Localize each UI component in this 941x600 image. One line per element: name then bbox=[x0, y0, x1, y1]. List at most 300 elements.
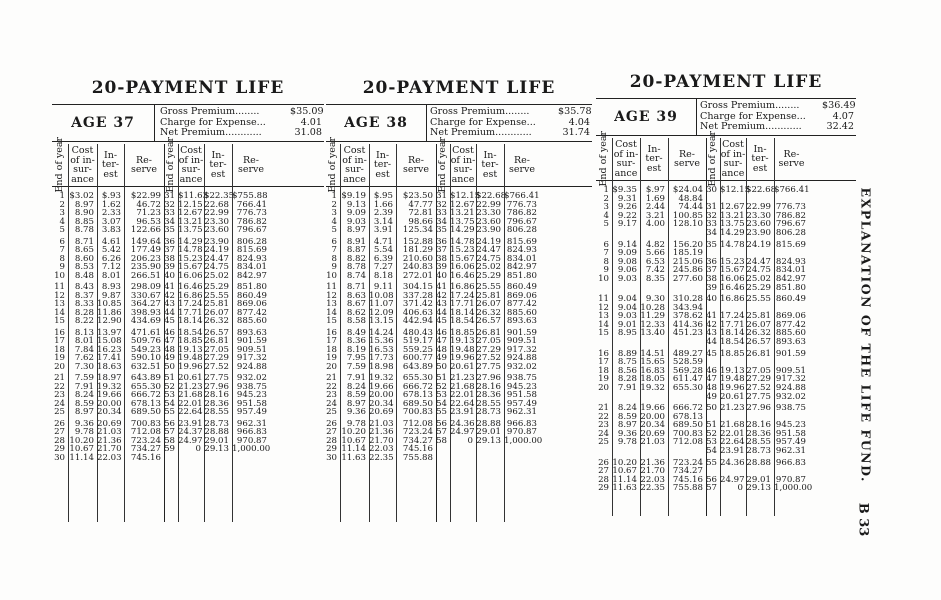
table-cell: 9.87 bbox=[101, 290, 121, 301]
table-cell: 12.15 bbox=[178, 199, 203, 210]
table-cell: 27.96 bbox=[204, 381, 229, 392]
table-cell: 13.75 bbox=[450, 216, 475, 227]
table-cell: 26.81 bbox=[204, 336, 229, 347]
table-row bbox=[52, 363, 324, 372]
table-cell: 206.23 bbox=[130, 253, 161, 264]
table-cell: 36 bbox=[436, 236, 447, 247]
table-cell: 25 bbox=[326, 407, 337, 418]
reserve-header-text: Re-serve bbox=[402, 154, 430, 175]
table-cell: 9.78 bbox=[617, 437, 637, 448]
table-cell: $3.02 bbox=[69, 191, 94, 201]
table-cell: 26.07 bbox=[476, 299, 501, 310]
table-cell: 815.69 bbox=[506, 236, 537, 247]
table-cell: 1,000.00 bbox=[232, 444, 271, 455]
table-cell: 9.17 bbox=[617, 219, 637, 230]
table-cell: 52 bbox=[436, 381, 447, 392]
table-cell: 18.98 bbox=[369, 361, 394, 372]
table-cell: 12 bbox=[598, 302, 609, 313]
table-cell: 31 bbox=[164, 191, 175, 201]
table-row bbox=[52, 317, 324, 326]
table-cell: 330.67 bbox=[130, 290, 161, 301]
table-cell: 71.23 bbox=[136, 208, 161, 219]
table-cell: 5 bbox=[59, 225, 65, 236]
table-cell: 860.49 bbox=[775, 294, 806, 304]
column-rule bbox=[164, 144, 165, 522]
table-cell: 766.41 bbox=[236, 199, 267, 210]
table-cell: 8.67 bbox=[346, 299, 366, 310]
table-cell: 834.01 bbox=[236, 262, 267, 273]
table-cell: 723.24 bbox=[672, 457, 703, 468]
table-cell: 15.65 bbox=[640, 357, 665, 368]
table-cell: 22.99 bbox=[746, 202, 771, 213]
table-cell: 14.78 bbox=[720, 239, 745, 250]
premium-label: Charge for Expense... bbox=[160, 117, 266, 128]
table-cell: 15.36 bbox=[369, 336, 394, 347]
table-cell: 24 bbox=[326, 398, 337, 409]
table-cell: 44 bbox=[436, 307, 447, 318]
table-cell: 57 bbox=[436, 427, 447, 438]
table-cell: 51 bbox=[436, 373, 447, 383]
table-cell: 25.81 bbox=[476, 290, 501, 301]
table-cell: 7 bbox=[59, 245, 65, 256]
table-cell: 22.99 bbox=[476, 199, 501, 210]
table-cell: 924.88 bbox=[506, 353, 537, 364]
table-cell: 53 bbox=[436, 390, 447, 401]
table-row bbox=[326, 363, 592, 372]
table-cell: 745.16 bbox=[130, 452, 161, 463]
table-cell: 28.73 bbox=[746, 446, 771, 456]
cost-header bbox=[612, 138, 640, 180]
table-cell: 2 bbox=[603, 193, 609, 204]
table-cell: 27 bbox=[54, 427, 65, 438]
end-of-year-header bbox=[436, 137, 450, 193]
table-cell: 966.83 bbox=[775, 457, 806, 468]
table-cell: 22.01 bbox=[178, 398, 203, 409]
premium-value: $35.78 bbox=[558, 106, 592, 117]
table-cell: 28 bbox=[326, 435, 337, 446]
table-cell: 13.97 bbox=[97, 327, 122, 338]
table-cell: 24 bbox=[598, 428, 609, 439]
table-cell: 21.70 bbox=[369, 435, 394, 446]
table-cell: 26.32 bbox=[476, 307, 501, 318]
table-cell: 1.69 bbox=[645, 193, 665, 204]
table-cell: 885.60 bbox=[506, 307, 537, 318]
panel-title: 20-PAYMENT LIFE bbox=[362, 78, 556, 98]
table-cell: 21.70 bbox=[640, 466, 665, 477]
table-cell: 4 bbox=[603, 210, 609, 221]
table-cell: 54 bbox=[706, 446, 717, 456]
end-of-year-header bbox=[52, 137, 68, 193]
table-cell: 18.14 bbox=[720, 328, 745, 339]
table-cell: 15.23 bbox=[450, 245, 475, 256]
table-cell: 8.89 bbox=[617, 348, 637, 359]
table-panel-3 bbox=[596, 72, 856, 522]
table-cell: 712.08 bbox=[402, 418, 433, 429]
table-cell: 240.83 bbox=[402, 262, 433, 273]
table-cell: 50 bbox=[706, 403, 717, 413]
table-cell: 893.63 bbox=[236, 327, 267, 338]
table-cell: 8.19 bbox=[346, 344, 366, 355]
cost-header bbox=[178, 144, 204, 186]
table-cell: 1,000.00 bbox=[504, 435, 543, 446]
table-cell: 15 bbox=[598, 328, 609, 339]
table-cell: 19.48 bbox=[178, 353, 203, 364]
table-panel-1 bbox=[52, 78, 324, 528]
table-cell: 909.51 bbox=[775, 365, 806, 376]
cost-header bbox=[450, 144, 476, 186]
table-cell: 7.59 bbox=[346, 361, 366, 372]
table-cell: 4.61 bbox=[101, 236, 121, 247]
table-cell: 19.32 bbox=[97, 381, 122, 392]
table-cell: 21.23 bbox=[450, 373, 475, 383]
table-cell: 21.68 bbox=[450, 381, 475, 392]
table-cell: 11.07 bbox=[369, 299, 394, 310]
end-of-year-header-text: End of year bbox=[165, 137, 177, 193]
table-cell: 25.29 bbox=[204, 282, 229, 292]
table-cell: 13.15 bbox=[369, 316, 394, 327]
table-cell: 59 bbox=[164, 444, 175, 455]
table-cell: 29.13 bbox=[476, 435, 501, 446]
reserve-header-text: Re-serve bbox=[778, 148, 805, 169]
column-rule bbox=[124, 144, 125, 522]
table-cell: 842.97 bbox=[775, 273, 806, 284]
table-cell: 16.86 bbox=[178, 290, 203, 301]
premium-label: Gross Premium........ bbox=[160, 107, 260, 117]
table-cell: 689.50 bbox=[672, 420, 703, 431]
table-cell: 30 bbox=[706, 185, 717, 195]
premium-row bbox=[700, 122, 854, 133]
table-cell: 643.89 bbox=[130, 373, 161, 383]
table-cell: 22.03 bbox=[97, 452, 122, 463]
table-cell: 364.27 bbox=[130, 299, 161, 310]
table-cell: 6.26 bbox=[101, 253, 121, 264]
table-cell: 5 bbox=[603, 219, 609, 230]
premium-header bbox=[596, 98, 856, 136]
table-cell: 16.46 bbox=[450, 270, 475, 281]
table-cell: 371.42 bbox=[402, 299, 433, 310]
table-cell: 786.82 bbox=[775, 210, 806, 221]
table-cell: 12 bbox=[326, 290, 337, 301]
table-cell: 49 bbox=[164, 353, 175, 364]
table-cell: 951.58 bbox=[236, 398, 267, 409]
table-cell: 28 bbox=[598, 474, 609, 485]
table-cell: 24.47 bbox=[746, 256, 771, 267]
table-cell: 700.83 bbox=[672, 428, 703, 439]
table-cell: 3 bbox=[331, 208, 337, 219]
table-cell: 27.75 bbox=[204, 373, 229, 383]
column-rule bbox=[720, 138, 721, 516]
table-cell: 15.67 bbox=[450, 253, 475, 264]
table-cell: 932.02 bbox=[775, 391, 806, 402]
table-cell: 4.00 bbox=[645, 219, 665, 230]
column-rule bbox=[640, 138, 641, 516]
table-cell: 489.27 bbox=[672, 348, 703, 359]
table-cell: 8.62 bbox=[346, 307, 366, 318]
table-cell: 20.34 bbox=[369, 398, 394, 409]
table-cell: 19 bbox=[598, 374, 609, 385]
table-cell: 10 bbox=[326, 270, 337, 281]
end-of-year-header-text: End of year bbox=[437, 137, 449, 193]
table-cell: 723.24 bbox=[402, 427, 433, 438]
table-cell: 46 bbox=[436, 327, 447, 338]
table-cell: 6 bbox=[59, 236, 65, 247]
interest-header-text: In-ter-est bbox=[373, 149, 392, 180]
table-cell: 25 bbox=[598, 437, 609, 448]
table-cell: 46 bbox=[706, 365, 717, 376]
column-rule bbox=[340, 144, 341, 522]
table-cell: 4.82 bbox=[645, 239, 665, 250]
table-cell: 17.24 bbox=[178, 299, 203, 310]
table-cell: 30 bbox=[326, 452, 337, 463]
table-cell: 337.28 bbox=[402, 290, 433, 301]
table-cell: 17.71 bbox=[450, 299, 475, 310]
table-cell: 4.71 bbox=[373, 236, 393, 247]
age-label: AGE 37 bbox=[52, 105, 155, 141]
table-cell: 8.59 bbox=[617, 411, 637, 422]
end-of-year-header-text: End of year bbox=[327, 137, 339, 193]
table-cell: 18 bbox=[326, 344, 337, 355]
table-cell: 29.01 bbox=[746, 474, 771, 485]
table-cell: 851.80 bbox=[506, 270, 537, 281]
table-cell: 0 bbox=[195, 444, 201, 455]
table-cell: 851.80 bbox=[775, 282, 806, 293]
table-cell: 924.88 bbox=[775, 382, 806, 393]
column-rule bbox=[612, 138, 613, 516]
table-cell: 26 bbox=[326, 418, 337, 429]
table-cell: 9.04 bbox=[617, 294, 637, 304]
table-cell: 1 bbox=[603, 185, 609, 195]
table-cell: 20.61 bbox=[450, 361, 475, 372]
table-cell: 528.59 bbox=[672, 357, 703, 368]
table-cell: 8.33 bbox=[74, 299, 94, 310]
table-cell: 21 bbox=[54, 373, 65, 383]
table-cell: 15.67 bbox=[178, 262, 203, 273]
table-cell: 6 bbox=[331, 236, 337, 247]
table-cell: 54 bbox=[436, 398, 447, 409]
table-cell: 666.72 bbox=[130, 390, 161, 401]
table-cell: 23.60 bbox=[476, 216, 501, 227]
table-cell: 8.97 bbox=[74, 407, 94, 418]
premium-label: Gross Premium........ bbox=[430, 107, 530, 117]
table-cell: $.95 bbox=[373, 191, 393, 201]
table-cell: 893.63 bbox=[775, 337, 806, 347]
age-label: AGE 38 bbox=[326, 105, 427, 141]
table-cell: 24.47 bbox=[476, 245, 501, 256]
table-cell: 10.20 bbox=[612, 457, 637, 468]
table-row bbox=[52, 226, 324, 235]
table-cell: 8.93 bbox=[101, 282, 121, 292]
table-cell: 29.13 bbox=[746, 483, 771, 494]
table-cell: 16.86 bbox=[450, 282, 475, 292]
table-cell: 14 bbox=[54, 307, 65, 318]
table-cell: 745.16 bbox=[402, 444, 433, 455]
table-cell: 28.16 bbox=[204, 390, 229, 401]
table-cell: 8.82 bbox=[346, 253, 366, 264]
table-cell: 21.68 bbox=[720, 420, 745, 431]
table-cell: 19.48 bbox=[720, 374, 745, 385]
table-cell: 9.13 bbox=[346, 199, 366, 210]
table-cell: 666.72 bbox=[672, 403, 703, 413]
table-cell: 7.42 bbox=[645, 265, 665, 276]
table-row bbox=[596, 393, 856, 402]
table-cell: 901.59 bbox=[775, 348, 806, 359]
table-cell: 38 bbox=[706, 273, 717, 284]
table-cell: 957.49 bbox=[236, 407, 267, 418]
end-of-year-header bbox=[596, 131, 612, 187]
table-cell: 58 bbox=[436, 435, 447, 446]
table-cell: 8.28 bbox=[617, 374, 637, 385]
table-cell: 25.02 bbox=[746, 273, 771, 284]
column-rule bbox=[178, 144, 179, 522]
table-cell: 471.61 bbox=[130, 327, 161, 338]
reserve-header bbox=[668, 138, 706, 180]
table-cell: 945.23 bbox=[775, 420, 806, 431]
table-cell: 2 bbox=[331, 199, 337, 210]
table-cell: 28 bbox=[54, 435, 65, 446]
table-cell: 19 bbox=[54, 353, 65, 364]
table-cell: 8.24 bbox=[74, 390, 94, 401]
table-cell: 24 bbox=[54, 398, 65, 409]
table-cell: 8.91 bbox=[346, 236, 366, 247]
table-cell: 23.90 bbox=[204, 236, 229, 247]
table-cell: 8.48 bbox=[74, 270, 94, 281]
table-cell: 8.71 bbox=[74, 236, 94, 247]
table-cell: 21.03 bbox=[640, 437, 665, 448]
table-panel-2 bbox=[326, 78, 592, 528]
table-cell: 32 bbox=[706, 210, 717, 221]
table-cell: 842.97 bbox=[236, 270, 267, 281]
table-cell: 28.55 bbox=[204, 407, 229, 418]
table-cell: 8.78 bbox=[346, 262, 366, 273]
table-cell: 18 bbox=[598, 365, 609, 376]
table-cell: 47 bbox=[164, 336, 175, 347]
table-cell: 25 bbox=[54, 407, 65, 418]
table-cell: 8.90 bbox=[74, 208, 94, 219]
table-cell: 24.36 bbox=[720, 457, 745, 468]
table-cell: 22.64 bbox=[720, 437, 745, 448]
table-cell: 17.24 bbox=[450, 290, 475, 301]
table-cell: 36 bbox=[706, 256, 717, 267]
table-cell: 2 bbox=[59, 199, 65, 210]
table-cell: 5.42 bbox=[101, 245, 121, 256]
table-cell: 298.09 bbox=[130, 282, 161, 292]
table-cell: 8.87 bbox=[346, 245, 366, 256]
table-cell: 885.60 bbox=[236, 316, 267, 327]
table-cell: 53 bbox=[164, 390, 175, 401]
table-cell: 23 bbox=[54, 390, 65, 401]
table-cell: 1,000.00 bbox=[774, 483, 813, 494]
table-row bbox=[52, 454, 324, 463]
table-cell: 8.43 bbox=[74, 282, 94, 292]
table-cell: $.97 bbox=[645, 185, 665, 195]
table-cell: 8.24 bbox=[617, 403, 637, 413]
table-cell: 9.36 bbox=[617, 428, 637, 439]
table-cell: 378.62 bbox=[672, 311, 703, 322]
table-cell: 559.25 bbox=[402, 344, 433, 355]
table-cell: 18.85 bbox=[178, 336, 203, 347]
table-cell: 15 bbox=[326, 316, 337, 327]
table-cell: 38 bbox=[436, 253, 447, 264]
table-cell: $22.68 bbox=[746, 185, 777, 195]
end-of-year-header-text: End of year bbox=[707, 131, 719, 187]
table-cell: 27 bbox=[598, 466, 609, 477]
table-cell: 10.20 bbox=[341, 427, 366, 438]
table-cell: 569.28 bbox=[672, 365, 703, 376]
table-cell: 3 bbox=[59, 208, 65, 219]
table-cell: 6.39 bbox=[373, 253, 393, 264]
premium-value: 32.42 bbox=[826, 121, 854, 132]
table-cell: 9 bbox=[331, 262, 337, 273]
column-header bbox=[52, 137, 324, 193]
table-cell: 43 bbox=[706, 328, 717, 339]
table-cell: 44 bbox=[164, 307, 175, 318]
table-cell: 24.97 bbox=[450, 427, 475, 438]
table-cell: 796.67 bbox=[775, 219, 806, 230]
table-cell: 689.50 bbox=[130, 407, 161, 418]
table-cell: 19.13 bbox=[720, 365, 745, 376]
table-row bbox=[596, 484, 856, 493]
table-cell: 5 bbox=[331, 225, 337, 236]
table-row bbox=[596, 338, 856, 347]
table-cell: 7.59 bbox=[74, 373, 94, 383]
table-cell: 815.69 bbox=[775, 239, 806, 250]
table-cell: 27.52 bbox=[746, 382, 771, 393]
table-cell: $9.19 bbox=[341, 191, 366, 201]
interest-header bbox=[369, 144, 396, 186]
reserve-header bbox=[232, 144, 270, 186]
table-cell: 970.87 bbox=[236, 435, 267, 446]
interest-header-text: In-ter-est bbox=[209, 149, 227, 180]
panel-title: 20-PAYMENT LIFE bbox=[91, 78, 285, 98]
table-cell: 11.14 bbox=[612, 474, 637, 485]
table-cell: 755.88 bbox=[672, 483, 703, 494]
table-cell: 9.04 bbox=[617, 302, 637, 313]
end-of-year-header-text: End of year bbox=[54, 137, 66, 193]
table-cell: 860.49 bbox=[236, 290, 267, 301]
table-cell: 266.51 bbox=[130, 270, 161, 281]
table-cell: 0 bbox=[737, 483, 743, 494]
table-cell: 185.19 bbox=[672, 248, 703, 259]
table-cell: 22 bbox=[54, 381, 65, 392]
reserve-header bbox=[124, 144, 164, 186]
premium-value: $36.49 bbox=[822, 100, 856, 111]
table-cell: 8.71 bbox=[346, 282, 366, 292]
table-cell: 23.91 bbox=[450, 407, 475, 418]
table-cell: 24.19 bbox=[746, 239, 771, 250]
table-cell: 27.75 bbox=[746, 391, 771, 402]
table-cell: 17 bbox=[326, 336, 337, 347]
cost-header-text: Cost of in-sur-ance bbox=[450, 145, 476, 185]
table-cell: 14.29 bbox=[450, 225, 475, 236]
table-cell: 57 bbox=[706, 483, 717, 494]
table-cell: 9.31 bbox=[617, 193, 637, 204]
table-cell: 8.35 bbox=[645, 273, 665, 284]
column-rule bbox=[668, 138, 669, 516]
table-cell: 16.06 bbox=[178, 270, 203, 281]
table-cell: 700.83 bbox=[130, 418, 161, 429]
table-cell: 28.36 bbox=[746, 428, 771, 439]
table-cell: 20.69 bbox=[369, 407, 394, 418]
reserve-header-text: Re-serve bbox=[237, 154, 265, 175]
interest-header bbox=[476, 144, 504, 186]
table-cell: 41 bbox=[164, 282, 175, 292]
table-cell: 21.03 bbox=[369, 418, 394, 429]
table-cell: 509.76 bbox=[130, 336, 161, 347]
table-cell: 58 bbox=[164, 435, 175, 446]
premium-header bbox=[326, 104, 592, 142]
table-cell: 27 bbox=[326, 427, 337, 438]
table-cell: 27.05 bbox=[746, 365, 771, 376]
